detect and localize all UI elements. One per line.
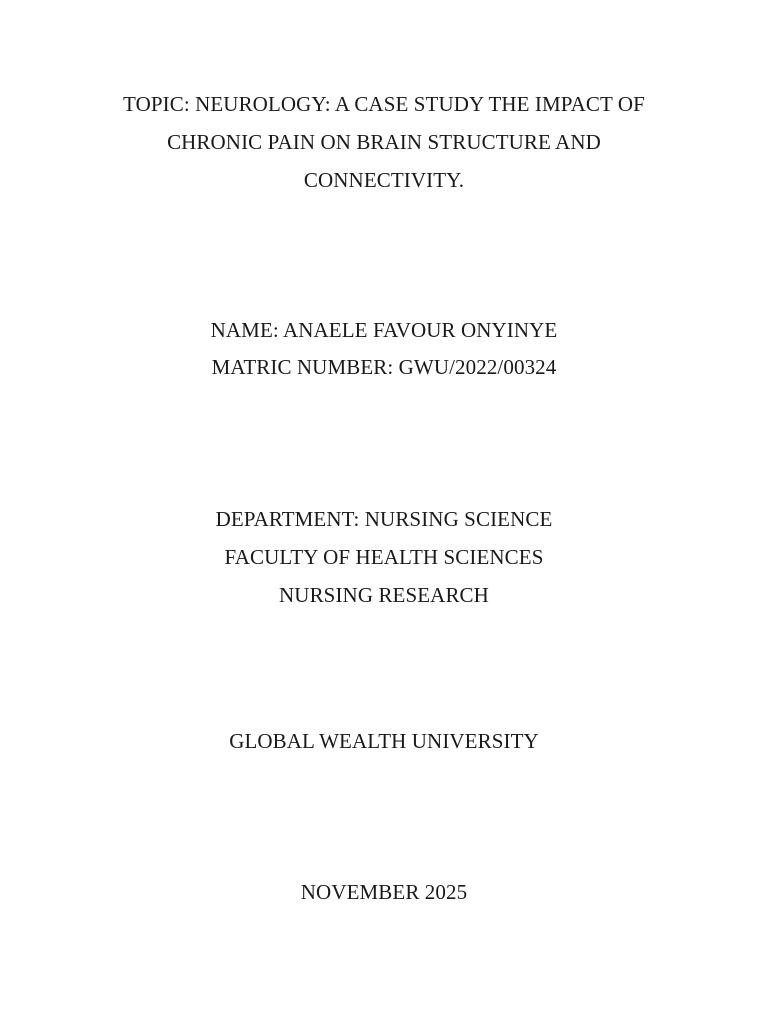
topic-title-line-1: TOPIC: NEUROLOGY: A CASE STUDY THE IMPACT OF [123, 92, 645, 116]
date-block [0, 877, 768, 907]
affiliation-details [0, 500, 768, 614]
topic-title-line-3: CONNECTIVITY. [303, 168, 465, 192]
student-details [0, 312, 768, 386]
topic-title [0, 85, 768, 199]
department: DEPARTMENT: NURSING SCIENCE [215, 507, 553, 531]
topic-title-line-2: CHRONIC PAIN ON BRAIN STRUCTURE AND [167, 130, 601, 154]
matric-number: MATRIC NUMBER: GWU/2022/00324 [211, 355, 557, 379]
course: NURSING RESEARCH [279, 583, 489, 607]
student-name: NAME: ANAELE FAVOUR ONYINYE [210, 318, 558, 342]
submission-date: NOVEMBER 2025 [300, 880, 468, 904]
university-block [0, 726, 768, 756]
university-name: GLOBAL WEALTH UNIVERSITY [229, 729, 539, 753]
faculty: FACULTY OF HEALTH SCIENCES [224, 545, 544, 569]
